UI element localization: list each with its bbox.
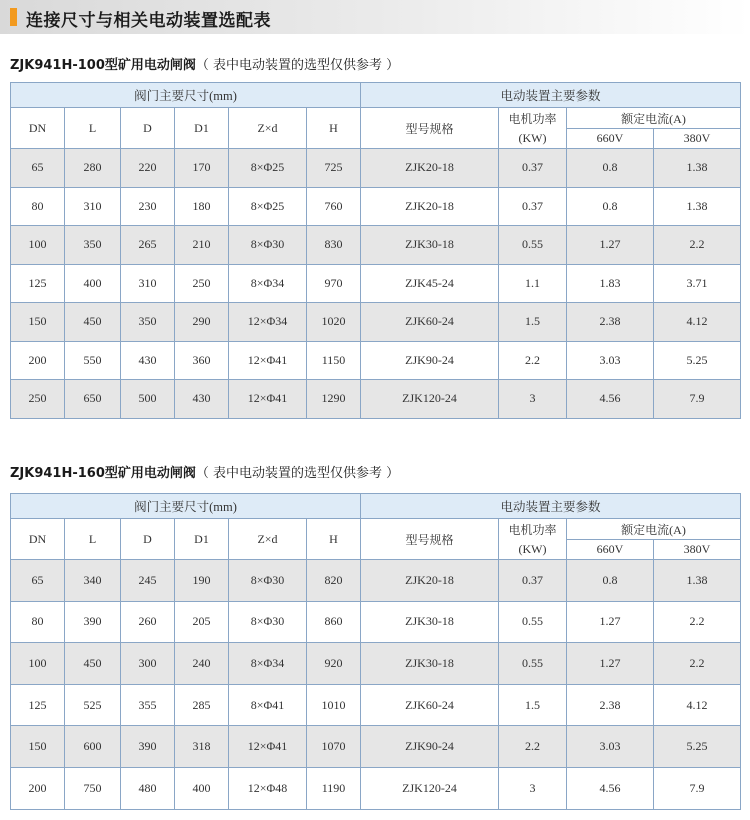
table-cell: 8×Φ30 bbox=[229, 601, 307, 643]
table-2-note: （ 表中电动装置的选型仅供参考 ） bbox=[195, 466, 400, 481]
table-cell: ZJK60-24 bbox=[361, 684, 499, 726]
table-row bbox=[11, 767, 741, 809]
table-cell: 1.27 bbox=[567, 601, 654, 643]
table-cell: 3.03 bbox=[567, 341, 654, 380]
table-cell: 3 bbox=[499, 380, 567, 419]
table-cell: 650 bbox=[65, 380, 121, 419]
table-cell: ZJK30-18 bbox=[361, 601, 499, 643]
table-cell: ZJK30-18 bbox=[361, 643, 499, 685]
table-cell: 7.9 bbox=[654, 380, 741, 419]
table-cell: 7.9 bbox=[654, 767, 741, 809]
table-cell: 125 bbox=[11, 264, 65, 303]
section-header bbox=[0, 0, 750, 34]
table-cell: 280 bbox=[65, 149, 121, 188]
table-cell: 1.83 bbox=[567, 264, 654, 303]
col-d1: D1 bbox=[175, 108, 229, 149]
table-cell: 1190 bbox=[307, 767, 361, 809]
col-660v: 660V bbox=[567, 540, 654, 560]
table-cell: ZJK120-24 bbox=[361, 767, 499, 809]
table-cell: 0.8 bbox=[567, 149, 654, 188]
col-d: D bbox=[121, 519, 175, 560]
table-cell: 920 bbox=[307, 643, 361, 685]
table-cell: 830 bbox=[307, 226, 361, 265]
table-cell: 205 bbox=[175, 601, 229, 643]
table-cell: ZJK90-24 bbox=[361, 726, 499, 768]
table-cell: 430 bbox=[121, 341, 175, 380]
table-cell: 3 bbox=[499, 767, 567, 809]
table-cell: 245 bbox=[121, 560, 175, 602]
table-cell: 180 bbox=[175, 187, 229, 226]
col-power: 电机功率 bbox=[499, 519, 567, 540]
table-cell: 0.55 bbox=[499, 601, 567, 643]
col-model: 型号规格 bbox=[361, 519, 499, 560]
col-power-unit: (KW) bbox=[499, 540, 567, 560]
col-zd: Z×d bbox=[229, 519, 307, 560]
col-h: H bbox=[307, 108, 361, 149]
spec-table-1 bbox=[10, 82, 741, 419]
table-cell: 820 bbox=[307, 560, 361, 602]
table-cell: 1020 bbox=[307, 303, 361, 342]
table-cell: 100 bbox=[11, 226, 65, 265]
col-power-unit: (KW) bbox=[499, 129, 567, 149]
table-cell: 170 bbox=[175, 149, 229, 188]
table-cell: 1.38 bbox=[654, 560, 741, 602]
table-cell: ZJK60-24 bbox=[361, 303, 499, 342]
table-cell: 2.38 bbox=[567, 303, 654, 342]
table-cell: 8×Φ34 bbox=[229, 264, 307, 303]
table-cell: 80 bbox=[11, 601, 65, 643]
col-power: 电机功率 bbox=[499, 108, 567, 129]
table-row bbox=[11, 643, 741, 685]
table-cell: 290 bbox=[175, 303, 229, 342]
table-cell: ZJK90-24 bbox=[361, 341, 499, 380]
table-2-body bbox=[11, 560, 741, 810]
table-cell: 310 bbox=[121, 264, 175, 303]
col-380v: 380V bbox=[654, 129, 741, 149]
table-cell: 0.8 bbox=[567, 187, 654, 226]
table-row bbox=[11, 380, 741, 419]
table-row bbox=[11, 684, 741, 726]
table-cell: 4.56 bbox=[567, 380, 654, 419]
table-cell: 12×Φ41 bbox=[229, 341, 307, 380]
table-cell: 1.38 bbox=[654, 149, 741, 188]
table-cell: 450 bbox=[65, 303, 121, 342]
table-cell: 150 bbox=[11, 303, 65, 342]
col-l: L bbox=[65, 519, 121, 560]
table-2-model: ZJK941H-160型矿用电动闸阀 bbox=[10, 466, 196, 481]
table-row bbox=[11, 264, 741, 303]
table-cell: 1.27 bbox=[567, 643, 654, 685]
table-cell: 480 bbox=[121, 767, 175, 809]
table-row bbox=[11, 303, 741, 342]
table-cell: 12×Φ34 bbox=[229, 303, 307, 342]
table-cell: 100 bbox=[11, 643, 65, 685]
table-cell: 12×Φ41 bbox=[229, 726, 307, 768]
valve-dimensions-header: 阀门主要尺寸(mm) bbox=[11, 83, 361, 108]
table-cell: 4.12 bbox=[654, 303, 741, 342]
col-model: 型号规格 bbox=[361, 108, 499, 149]
table-cell: 500 bbox=[121, 380, 175, 419]
table-cell: 0.37 bbox=[499, 187, 567, 226]
table-cell: 265 bbox=[121, 226, 175, 265]
table-cell: 8×Φ41 bbox=[229, 684, 307, 726]
table-cell: 4.12 bbox=[654, 684, 741, 726]
col-l: L bbox=[65, 108, 121, 149]
table-cell: 318 bbox=[175, 726, 229, 768]
table-cell: 3.71 bbox=[654, 264, 741, 303]
table-cell: 12×Φ41 bbox=[229, 380, 307, 419]
table-cell: 125 bbox=[11, 684, 65, 726]
table-cell: ZJK45-24 bbox=[361, 264, 499, 303]
table-cell: 400 bbox=[65, 264, 121, 303]
table-row bbox=[11, 726, 741, 768]
table-cell: 5.25 bbox=[654, 341, 741, 380]
valve-dimensions-header: 阀门主要尺寸(mm) bbox=[11, 494, 361, 519]
col-h: H bbox=[307, 519, 361, 560]
col-rated-current: 额定电流(A) bbox=[567, 108, 741, 129]
table-cell: 1.1 bbox=[499, 264, 567, 303]
table-cell: 390 bbox=[121, 726, 175, 768]
table-cell: 1150 bbox=[307, 341, 361, 380]
table-cell: 190 bbox=[175, 560, 229, 602]
table-cell: 355 bbox=[121, 684, 175, 726]
table-row bbox=[11, 341, 741, 380]
table-cell: 350 bbox=[121, 303, 175, 342]
table-cell: 970 bbox=[307, 264, 361, 303]
table-cell: 1.38 bbox=[654, 187, 741, 226]
page-title: 连接尺寸与相关电动装置选配表 bbox=[26, 11, 271, 31]
table-1-note: （ 表中电动装置的选型仅供参考 ） bbox=[195, 58, 400, 73]
table-cell: 1290 bbox=[307, 380, 361, 419]
table-cell: 230 bbox=[121, 187, 175, 226]
table-cell: ZJK20-18 bbox=[361, 187, 499, 226]
table-cell: 750 bbox=[65, 767, 121, 809]
table-cell: 65 bbox=[11, 560, 65, 602]
table-cell: 1.5 bbox=[499, 303, 567, 342]
table-row bbox=[11, 226, 741, 265]
table-cell: 8×Φ25 bbox=[229, 187, 307, 226]
table-1-title bbox=[10, 54, 399, 73]
table-cell: 210 bbox=[175, 226, 229, 265]
col-rated-current: 额定电流(A) bbox=[567, 519, 741, 540]
table-cell: 550 bbox=[65, 341, 121, 380]
table-cell: 200 bbox=[11, 767, 65, 809]
table-cell: 0.37 bbox=[499, 560, 567, 602]
table-cell: 0.37 bbox=[499, 149, 567, 188]
table-cell: 2.2 bbox=[654, 601, 741, 643]
table-cell: 65 bbox=[11, 149, 65, 188]
table-cell: 4.56 bbox=[567, 767, 654, 809]
table-cell: ZJK20-18 bbox=[361, 560, 499, 602]
table-cell: 80 bbox=[11, 187, 65, 226]
table-cell: 8×Φ30 bbox=[229, 560, 307, 602]
col-dn: DN bbox=[11, 108, 65, 149]
actuator-params-header: 电动装置主要参数 bbox=[361, 83, 741, 108]
table-cell: 200 bbox=[11, 341, 65, 380]
table-cell: 2.2 bbox=[499, 726, 567, 768]
table-cell: 525 bbox=[65, 684, 121, 726]
col-380v: 380V bbox=[654, 540, 741, 560]
actuator-params-header: 电动装置主要参数 bbox=[361, 494, 741, 519]
table-cell: 400 bbox=[175, 767, 229, 809]
table-cell: 8×Φ25 bbox=[229, 149, 307, 188]
table-cell: 350 bbox=[65, 226, 121, 265]
table-row bbox=[11, 149, 741, 188]
table-cell: 250 bbox=[11, 380, 65, 419]
col-dn: DN bbox=[11, 519, 65, 560]
col-d1: D1 bbox=[175, 519, 229, 560]
table-row bbox=[11, 601, 741, 643]
table-cell: 3.03 bbox=[567, 726, 654, 768]
table-cell: 240 bbox=[175, 643, 229, 685]
table-cell: 5.25 bbox=[654, 726, 741, 768]
col-zd: Z×d bbox=[229, 108, 307, 149]
table-cell: 450 bbox=[65, 643, 121, 685]
table-1-body bbox=[11, 149, 741, 419]
table-cell: 360 bbox=[175, 341, 229, 380]
table-cell: 2.2 bbox=[499, 341, 567, 380]
table-cell: ZJK20-18 bbox=[361, 149, 499, 188]
table-cell: 860 bbox=[307, 601, 361, 643]
table-2-title bbox=[10, 462, 399, 481]
table-row bbox=[11, 187, 741, 226]
table-cell: 1.27 bbox=[567, 226, 654, 265]
table-cell: 310 bbox=[65, 187, 121, 226]
table-cell: 260 bbox=[121, 601, 175, 643]
table-cell: 150 bbox=[11, 726, 65, 768]
table-cell: 600 bbox=[65, 726, 121, 768]
table-cell: 12×Φ48 bbox=[229, 767, 307, 809]
table-cell: 725 bbox=[307, 149, 361, 188]
table-cell: 285 bbox=[175, 684, 229, 726]
table-cell: ZJK120-24 bbox=[361, 380, 499, 419]
table-cell: 340 bbox=[65, 560, 121, 602]
col-660v: 660V bbox=[567, 129, 654, 149]
table-cell: 8×Φ30 bbox=[229, 226, 307, 265]
table-cell: 0.8 bbox=[567, 560, 654, 602]
spec-table-2 bbox=[10, 493, 741, 810]
table-1-model: ZJK941H-100型矿用电动闸阀 bbox=[10, 58, 196, 73]
table-cell: 8×Φ34 bbox=[229, 643, 307, 685]
table-cell: 2.38 bbox=[567, 684, 654, 726]
table-cell: 1010 bbox=[307, 684, 361, 726]
table-cell: 2.2 bbox=[654, 643, 741, 685]
table-cell: 250 bbox=[175, 264, 229, 303]
table-cell: 390 bbox=[65, 601, 121, 643]
table-cell: 760 bbox=[307, 187, 361, 226]
table-cell: 0.55 bbox=[499, 643, 567, 685]
table-cell: 220 bbox=[121, 149, 175, 188]
header-accent-bar bbox=[10, 8, 17, 26]
table-cell: ZJK30-18 bbox=[361, 226, 499, 265]
table-cell: 300 bbox=[121, 643, 175, 685]
table-cell: 1070 bbox=[307, 726, 361, 768]
table-cell: 2.2 bbox=[654, 226, 741, 265]
table-row bbox=[11, 560, 741, 602]
table-cell: 0.55 bbox=[499, 226, 567, 265]
table-cell: 430 bbox=[175, 380, 229, 419]
col-d: D bbox=[121, 108, 175, 149]
table-cell: 1.5 bbox=[499, 684, 567, 726]
